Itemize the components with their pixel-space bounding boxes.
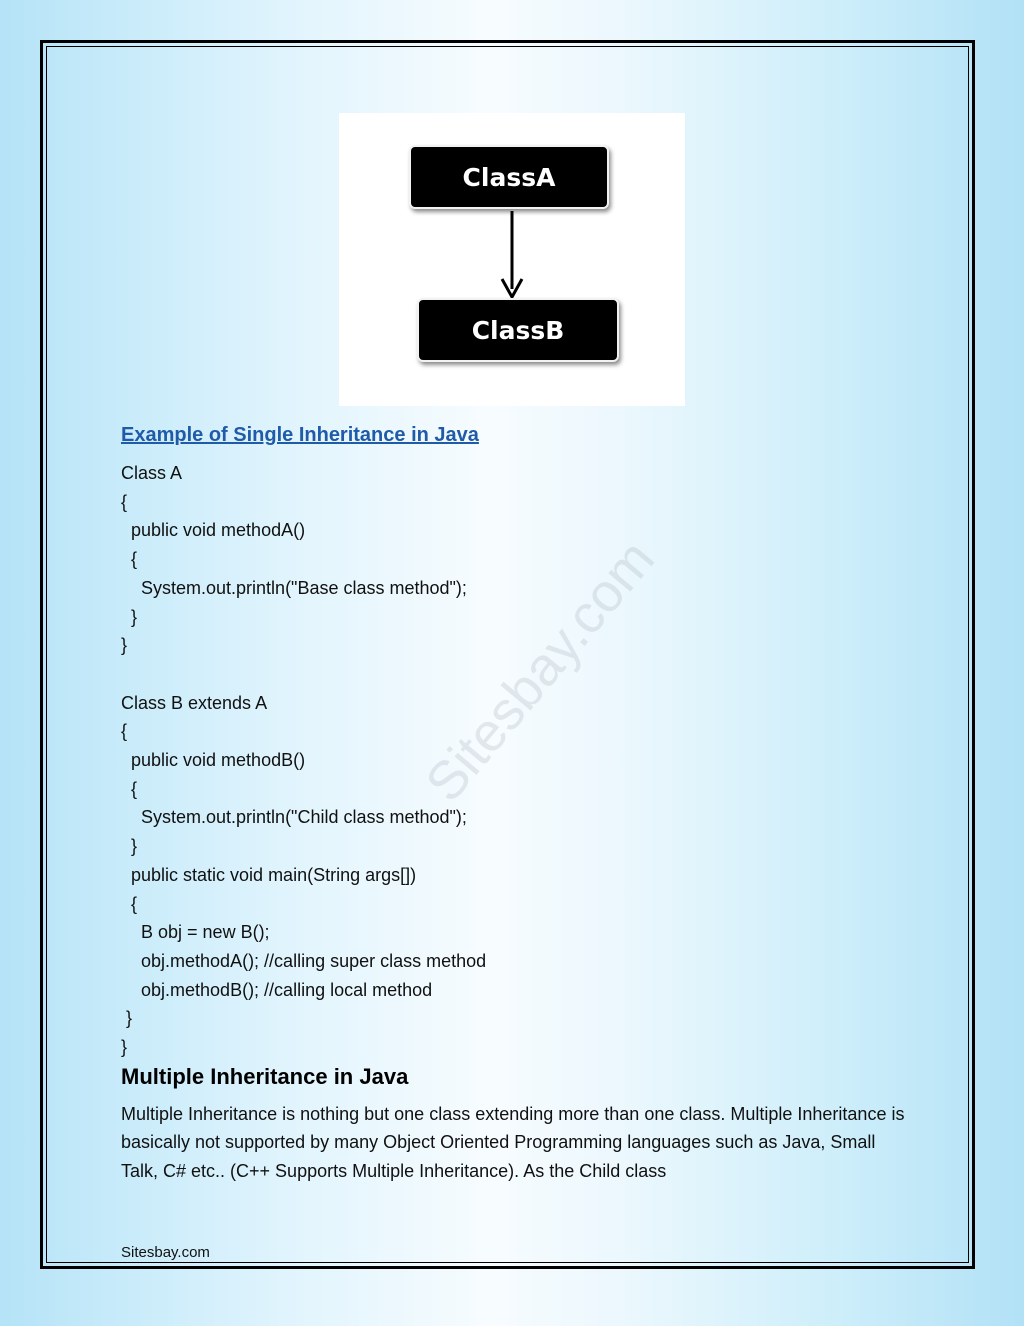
code-line: public static void main(String args[]) (121, 864, 417, 885)
code-line: { (121, 549, 138, 570)
code-line: { (121, 491, 128, 512)
footer-site-name: Sitesbay.com (121, 1244, 210, 1261)
inheritance-diagram (339, 113, 685, 406)
class-a-box: ClassA (409, 145, 609, 209)
code-line: } (121, 635, 128, 656)
class-b-box: ClassB (417, 298, 619, 362)
example-heading[interactable]: Example of Single Inheritance in Java (121, 424, 479, 446)
code-line: B obj = new B(); (121, 922, 270, 943)
main-content (121, 420, 911, 1185)
code-line: Class B extends A (121, 692, 268, 713)
code-line: obj.methodB(); //calling local method (121, 979, 433, 1000)
code-line: { (121, 721, 128, 742)
inheritance-arrow (499, 211, 525, 301)
code-line (121, 660, 911, 689)
code-line: Class A (121, 463, 183, 483)
code-line: System.out.println("Child class method"); (121, 807, 467, 828)
code-line: obj.methodA(); //calling super class method (121, 950, 487, 971)
code-line: System.out.println("Base class method"); (121, 577, 467, 598)
code-block (121, 459, 911, 1062)
code-line: public void methodA() (121, 520, 306, 541)
code-line: } (121, 836, 138, 857)
multiple-inheritance-paragraph: Multiple Inheritance is nothing but one class extending more than one class. Multiple Inheritance is basically not supported by many Object Oriented Programming languages such as Java, Small Talk, C# etc.. (C++ Supports Multiple Inheritance). As the Child class (121, 1103, 905, 1181)
watermark: Sitesbay.com (414, 529, 666, 813)
code-line: { (121, 778, 138, 799)
code-line: } (121, 606, 138, 627)
multiple-inheritance-heading: Multiple Inheritance in Java (121, 1063, 409, 1089)
code-line: public void methodB() (121, 750, 306, 771)
code-line: } (121, 1008, 133, 1029)
code-line: } (121, 1037, 128, 1058)
code-line: { (121, 893, 138, 914)
